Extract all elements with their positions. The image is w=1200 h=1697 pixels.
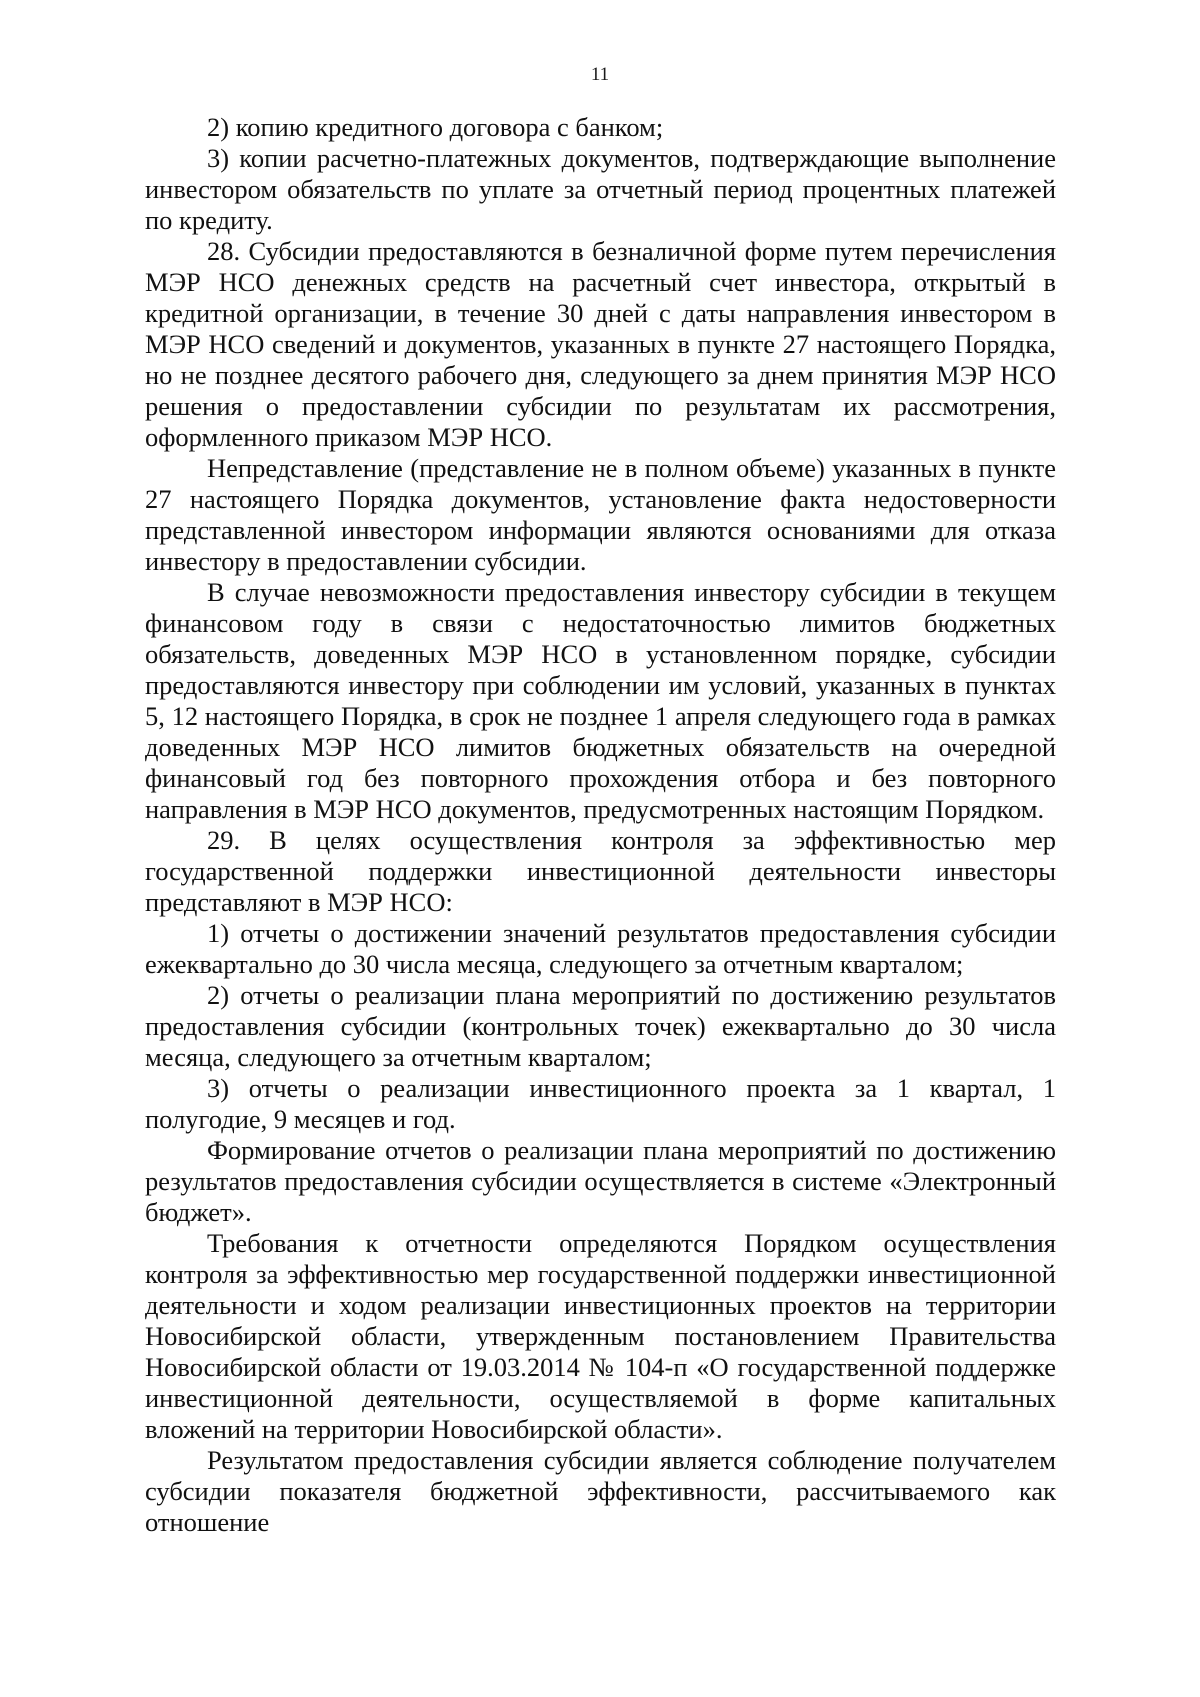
paragraph-clause-28: 28. Субсидии предоставляются в безналичной форме путем перечисления МЭР НСО денежных средств на расчетный счет инвестора, открытый в кредитной организации, в течение 30 дней с даты направления инвестором в МЭР НСО сведений и документов, указанных в пункте 27 настоящего Порядка, но не позднее десятого рабочего дня, следующего за днем принятия МЭР НСО решения о предоставлении субсидии по результатам их рассмотрения, оформленного приказом МЭР НСО.: [145, 236, 1056, 452]
paragraph-item-2-bank-loan-copy: 2) копию кредитного договора с банком;: [207, 112, 664, 142]
paragraph-subsidy-result: Результатом предоставления субсидии является соблюдение получателем субсидии показателя бюджетной эффективности, рассчитываемого как отношение: [145, 1445, 1056, 1537]
paragraph-electronic-budget: Формирование отчетов о реализации плана мероприятий по достижению результатов предоставления субсидии осуществляется в системе «Электронный бюджет».: [145, 1135, 1056, 1227]
paragraph-clause-29: 29. В целях осуществления контроля за эффективностью мер государственной поддержки инвестиционной деятельности инвесторы представляют в МЭР НСО:: [145, 825, 1056, 917]
document-body: [145, 112, 1056, 1538]
paragraph-item-3-payment-documents: 3) копии расчетно-платежных документов, подтверждающие выполнение инвестором обязательств по уплате за отчетный период процентных платежей по кредиту.: [145, 143, 1056, 235]
paragraph-report-1: 1) отчеты о достижении значений результатов предоставления субсидии ежеквартально до 30 числа месяца, следующего за отчетным кварталом;: [145, 918, 1056, 979]
paragraph-report-2: 2) отчеты о реализации плана мероприятий по достижению результатов предоставления субсидии (контрольных точек) ежеквартально до 30 числа месяца, следующего за отчетным кварталом;: [145, 980, 1056, 1072]
page-number: 11: [590, 64, 610, 85]
paragraph-refusal-grounds: Непредставление (представление не в полном объеме) указанных в пункте 27 настоящего Порядка документов, установление факта недостоверности представленной инвестором информации являются основаниями для отказа инвестору в предоставлении субсидии.: [145, 453, 1056, 576]
paragraph-report-3: 3) отчеты о реализации инвестиционного проекта за 1 квартал, 1 полугодие, 9 месяцев и год.: [145, 1073, 1056, 1134]
paragraph-reporting-requirements: Требования к отчетности определяются Порядком осуществления контроля за эффективностью мер государственной поддержки инвестиционной деятельности и ходом реализации инвестиционных проектов на территории Новосибирской области, утвержденным постановлением Правительства Новосибирской области от 19.03.2014 № 104-п «О государственной поддержке инвестиционной деятельности, осуществляемой в форме капитальных вложений на территории Новосибирской области».: [145, 1228, 1056, 1444]
paragraph-limits-insufficiency: В случае невозможности предоставления инвестору субсидии в текущем финансовом году в связи с недостаточностью лимитов бюджетных обязательств, доведенных МЭР НСО в установленном порядке, субсидии предоставляются инвестору при соблюдении им условий, указанных в пунктах 5, 12 настоящего Порядка, в срок не позднее 1 апреля следующего года в рамках доведенных МЭР НСО лимитов бюджетных обязательств на очередной финансовый год без повторного прохождения отбора и без повторного направления в МЭР НСО документов, предусмотренных настоящим Порядком.: [145, 577, 1056, 824]
